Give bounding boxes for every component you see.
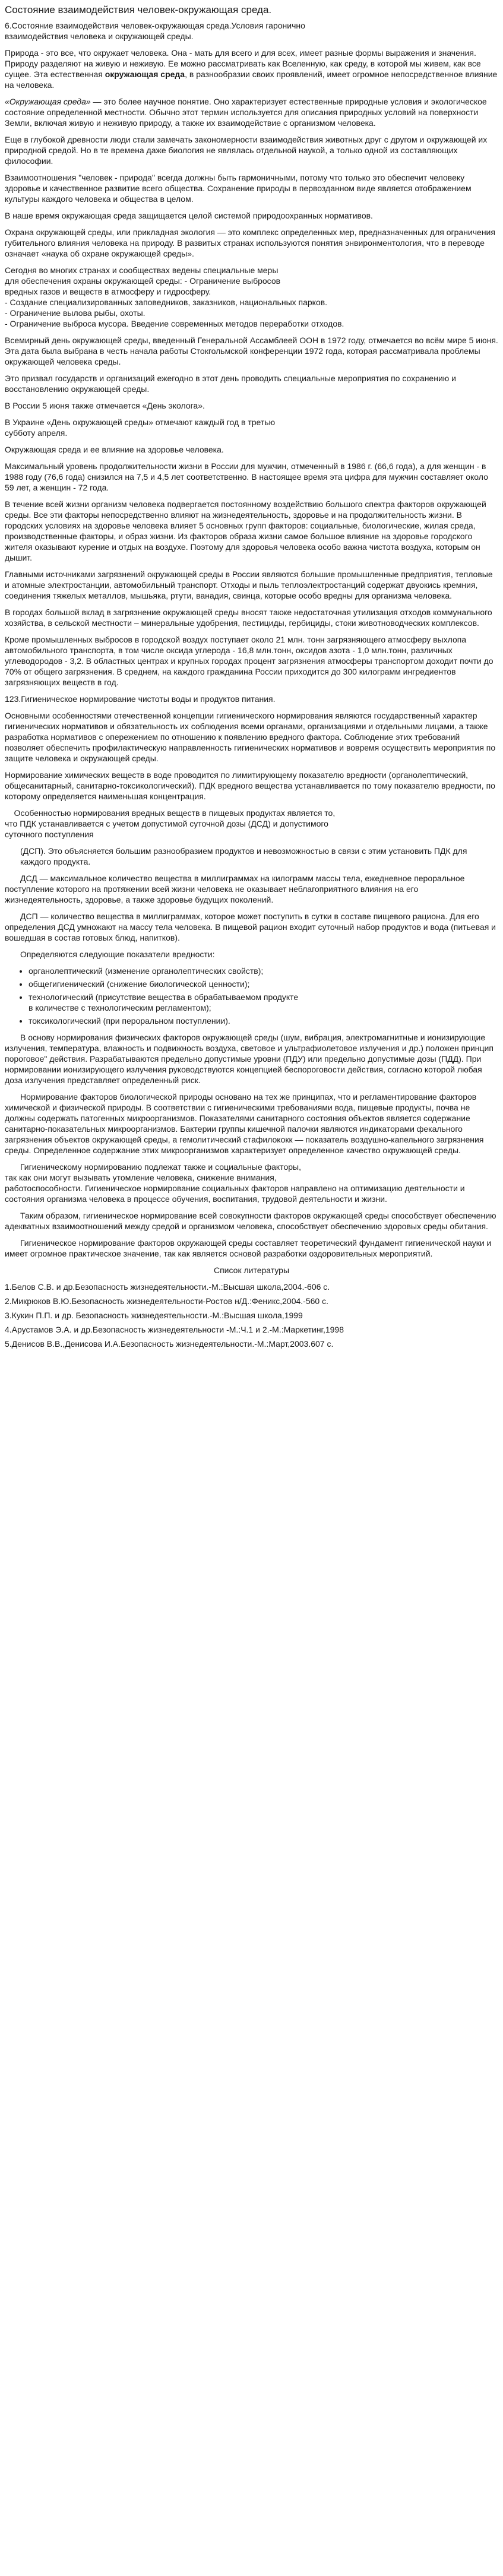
world-day-paragraph: Всемирный день окружающей среды, введенный Генеральной Ассамблеей ООН в 1972 году, отмечается во всём мире 5 июня. Эта дата была выбрана в честь начала работы Стокгольмской конференции 1972 года, которая рассматривала проблемы окружающей человека среды.	[5, 336, 498, 366]
food-line: Особенностью нормирования вредных веществ в пищевых продуктах является то,	[5, 808, 336, 818]
text-run: , в разнообразии своих проявлений, имеет огромное непосредственное влияние на человека.	[5, 69, 498, 90]
ukraine-line: В Украине «День окружающей среды» отмечают каждый год в третью	[5, 417, 276, 427]
dsp2-paragraph: ДСП — количество вещества в миллиграммах, которое может поступить в сутки в составе пищевого рациона. Для его определения ДСД умножают на массу тела человека. В пищевой рацион входит суточный набор продуктов и вода (питьевая и вошедшая в состав готовых блюд, напитков).	[5, 912, 496, 942]
intro-line: взаимодействия человека и окружающей среды.	[5, 31, 194, 41]
measures-line: - Ограничение вылова рыбы, охоты.	[5, 308, 145, 318]
sources-paragraph: Главными источниками загрязнений окружающей среды в России являются большие промышленные предприятия, тепловые и атомные электростанции, автомобильный транспорт. Отходы и пыль теплоэлектростанций содержат двуокись кремния, соединения тяжелых металлов, мышьяка, ртути, ванадия, свинца, которые особо вредны для организма человека.	[5, 569, 493, 600]
list-item: • токсикологический (при пероральном поступлении).	[29, 1015, 498, 1026]
reference-item: 5.Денисов В.В.,Денисова И.А.Безопасность жизнедеятельности.-М.:Март,2003.607 с.	[5, 1339, 334, 1349]
factors-paragraph: В течение всей жизни организм человека подвергается постоянному воздействию большого спектра факторов окружающей среды. Все эти факторы непосредственно влияют на жизнедеятельность, здоровье и на продолжительность жизни. В городских условиях на здоровье человека влияет 5 основных групп факторов: социальные, биологические, жилая среда, производственные факторы, и образ жизни. Из факторов образа жизни самое большое влияние на здоровье городского жителя оказывают курение и отдых на воздухе. Поэтому для здоровья человека особо важна чистота воздуха, которым он дышит.	[5, 499, 486, 562]
bold-term: окружающая среда	[105, 69, 185, 79]
history-paragraph: Еще в глубокой древности люди стали замечать закономерности взаимодействия животных друг с другом и окружающей их природной средой. Но в те времена даже биология не являлась отдельной наукой, а только одной из составляющих философии.	[5, 135, 488, 166]
thus-paragraph: Таким образом, гигиеническое нормирование всей совокупности факторов окружающей среды способствует обеспечению адекватных взаимоотношений между средой и организмом человека, способствует обеспечению здоровых среды обитания.	[5, 1211, 496, 1231]
our-time-paragraph: В наше время окружающая среда защищается целой системой природоохранных нормативов.	[5, 211, 373, 220]
russia-day-paragraph: В России 5 июня также отмечается «День эколога».	[5, 401, 205, 410]
section-123-heading: 123.Гигиеническое нормирование чистоты воды и продуктов питания.	[5, 694, 276, 704]
measures-line: Сегодня во многих странах и сообществах ведены специальные меры	[5, 265, 279, 275]
social-line: Гигиеническому нормированию подлежат также и социальные факторы,	[20, 1162, 301, 1172]
lifespan-paragraph: Максимальный уровень продолжительности жизни в России для мужчин, отмеченный в 1986 г. (66,6 года), а для женщин - в 1988 году (76,6 года) снизился на 7,5 и 4,5 лет соответственно. В настоящее время эта цифра для мужчин составляет около 59 лет, а женщин - 72 года.	[5, 461, 488, 492]
list-item: • общегигиенический (снижение биологической ценности);	[29, 979, 498, 989]
intro-paragraph	[5, 20, 498, 42]
food-line: что ПДК устанавливается с учетом допустимой суточной дозы (ДСД) и допустимого	[5, 819, 328, 828]
text-run: Природа - это все, что окружает человека. Она - мать для всего и для всех, имеет разные формы выражения и значения. Природу разделяют на живую и неживую. Ее можно рассматривать как Вселенную, как среду, в которой мы живем, как все сущее. Эта естественная	[5, 48, 481, 79]
protection-paragraph: Охрана окружающей среды, или прикладная экология — это комплекс определенных мер, предназначенных для ограничения губительного влияния человека на природу. В развитых странах используются понятия энвиронментология, что в переводе означает «наука об охране окружающей среды».	[5, 227, 495, 258]
italic-term: «Окружающая среда»	[5, 97, 91, 106]
nature-paragraph	[5, 48, 498, 90]
features-paragraph: Основными особенностями отечественной концепции гигиенического нормирования являются государственный характер гигиенических нормативов и обязательность их соблюдения всеми органами, организациями и отдельными лицами, а также разработка нормативов с опережением по отношению к появлению вредного фактора. Соблюдение этих требований позволяет обеспечить профилактическую направленность гигиенических нормативов и вовремя осуществить мероприятия по защите человека и окружающей среды.	[5, 711, 496, 763]
biological-paragraph: Нормирование факторов биологической природы основано на тех же принципах, что и регламентирование факторов химической и физической природы. В соответствии с гигиеническими требованиями вода, пищевые продукты, почва не должны содержать патогенных микроорганизмов. Показателями санитарного состояния объектов является содержание санитарно-показательных микроорганизмов. Бактерии группы кишечной палочки являются индикаторами фекального загрязнения объектов окружающей среды, а гемолитический стафилококк — показатель воздушно-капельного загрязнения среды. Определенное содержание этих микроорганизмов характеризует определенное качество окружающей среды.	[5, 1092, 484, 1155]
physical-paragraph: В основу нормирования физических факторов окружающей среды (шум, вибрация, электромагнитные и ионизирующие излучения, температура, влажность и подвижность воздуха, световое и ультрафиолетовое излучения и др.) положен принцип пороговое" действия. Разрабатываются предельно допустимые уровни (ПДУ) или предельно допустимые дозы (ПДД). При нормировании ионизирующего излучения руководствуются концепцией беспороговости действия, согласно которой любая доза излучения представляет определенный риск.	[5, 1033, 493, 1085]
reference-item: 3.Кукин П.П. и др. Безопасность жизнедеятельности.-М.:Высшая школа,1999	[5, 1311, 303, 1320]
list-item-line: в количестве с технологическим регламентом);	[29, 1003, 211, 1012]
reference-item: 4.Арустамов Э.А. и др.Безопасность жизнедеятельности -М.:Ч.1 и 2.-М.:Маркетинг,1998	[5, 1325, 344, 1334]
reference-item: 2.Микрюков В.Ю.Безопасность жизнедеятельности-Ростов н/Д.:Феникс,2004.-560 с.	[5, 1296, 328, 1306]
measures-line: вредных газов и веществ в атмосферу и гидросферу.	[5, 287, 211, 296]
relations-paragraph: Взаимоотношения "человек - природа" всегда должны быть гармоничными, потому что только это обеспечит человеку здоровье и качественное развитие всего общества. Сохранение природы в первозданном виде является отображением культуры каждого человека и общества в целом.	[5, 173, 472, 204]
emissions-paragraph: Кроме промышленных выбросов в городской воздух поступает около 21 млн. тонн загрязняющего атмосферу выхлопа автомобильного транспорта, в том числе оксида углерода - 16,8 млн.тонн, оксидов азота - 1,0 млн.тонн, различных углеводородов - 3,2. В областных центрах и крупных городах процент загрязнения атмосферы транспортом доходит почти до 70% от общего загрязнения. В среднем, на каждого гражданина России приходится до 300 килограмм ингредиентов загрязняющих веществ в год.	[5, 635, 493, 687]
references-title: Список литературы	[213, 1265, 290, 1275]
health-heading: Окружающая среда и ее влияние на здоровье человека.	[5, 445, 224, 454]
page-title: Состояние взаимодействия человек-окружающая среда.	[5, 4, 272, 15]
dsp-paragraph: (ДСП). Это объясняется большим разнообразием продуктов и невозможностью в связи с этим установить ПДК для каждого продукта.	[20, 846, 467, 866]
ukraine-paragraph	[5, 417, 498, 438]
measures-line: для обеспечения охраны окружающей среды: - Ограничение выбросов	[5, 276, 281, 286]
list-item-line: технологический (присутствие вещества в обрабатываемом продукте	[29, 992, 299, 1002]
environment-paragraph	[5, 96, 498, 128]
dsd-paragraph: ДСД — максимальное количество вещества в миллиграммах на килограмм массы тела, ежедневное пероральное поступление которого на протяжении всей жизни человека не оказывает неблагоприятного влияния на его жизнедеятельность, здоровье, а также здоровье будущих поколений.	[5, 874, 465, 904]
measures-line: - Ограничение выброса мусора. Введение современных методов переработки отходов.	[5, 319, 344, 328]
social-paragraph	[5, 1162, 498, 1204]
food-paragraph	[5, 808, 498, 840]
list-item: • органолептический (изменение органолептических свойств);	[29, 966, 498, 976]
intro-line: 6.Состояние взаимодействия человек-окружающая среда.Условия гаронично	[5, 21, 305, 30]
social-line: работоспособности. Гигиеническое нормирование социальных факторов направлено на оптимизацию деятельности и состояния организма человека в процессе обучения, воспитания, трудовой деятельности и жизни.	[5, 1183, 465, 1204]
list-item	[29, 992, 498, 1013]
rationing-paragraph: Нормирование химических веществ в воде проводится по лимитирующему показателю вредности (органолептический, общесанитарный, санитарно-токсикологический). ПДК вредного вещества устанавливается по тому показателю вредности, по которому определяется наименьшая концентрация.	[5, 770, 495, 801]
references-list	[5, 1281, 498, 1349]
called-paragraph: Это призвал государств и организаций ежегодно в этот день проводить специальные мероприятия по сохранению и восстановлению окружающей среды.	[5, 374, 456, 394]
social-line: так как они могут вызывать утомление человека, снижение внимания,	[5, 1173, 277, 1182]
measures-line: - Создание специализированных заповедников, заказников, национальных парков.	[5, 298, 328, 307]
measures-paragraph	[5, 265, 498, 329]
text-run: — это более научное понятие. Оно характеризует естественные природные условия и экологическое состояние определенной местности. Обычно этот термин используется для описания природных условий на поверхности Земли, включая живую и неживую природу, а также их взаимодействие с организмом человека.	[5, 97, 487, 128]
ukraine-line: субботу апреля.	[5, 428, 68, 438]
food-line: суточного поступления	[5, 830, 94, 839]
reference-item: 1.Белов С.В. и др.Безопасность жизнедеятельности.-М.:Высшая школа,2004.-606 с.	[5, 1282, 330, 1292]
city-paragraph: В городах большой вклад в загрязнение окружающей среды вносят также недостаточная утилизация отходов коммунального хозяйства, в сельской местности – минеральные удобрения, пестициды, гербициды, стоки животноводческих комплексов.	[5, 607, 492, 628]
indicators-list	[5, 966, 498, 1026]
indicators-intro: Определяются следующие показатели вредности:	[20, 950, 215, 959]
final-paragraph: Гигиеническое нормирование факторов окружающей среды составляет теоретический фундамент гигиенической науки и имеет огромное практическое значение, так как является основой разработки оздоровительных мероприятий.	[5, 1238, 492, 1258]
